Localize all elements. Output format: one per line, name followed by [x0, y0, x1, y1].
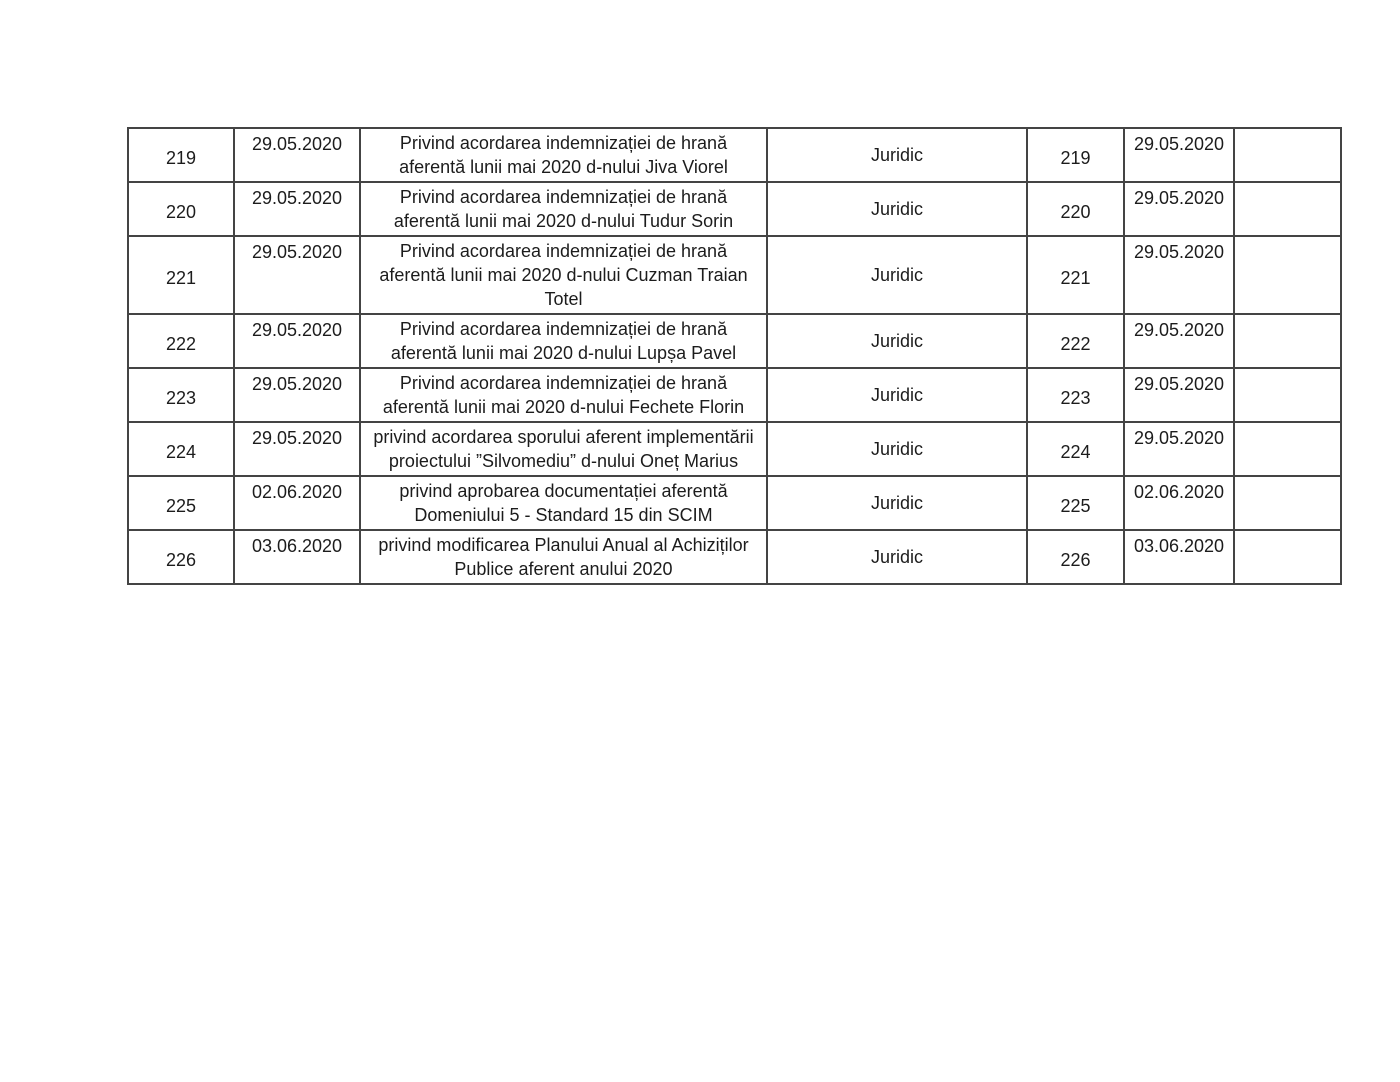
row-number-cell: 222	[128, 314, 234, 368]
registry-date-cell: 02.06.2020	[1124, 476, 1234, 530]
department-cell: Juridic	[767, 368, 1027, 422]
department-cell: Juridic	[767, 182, 1027, 236]
decision-date-cell: 02.06.2020	[234, 476, 360, 530]
table-row	[128, 476, 1341, 530]
observations-cell	[1234, 368, 1341, 422]
registry-number-cell: 221	[1027, 236, 1124, 314]
registry-date-cell: 29.05.2020	[1124, 422, 1234, 476]
registry-number-cell: 219	[1027, 128, 1124, 182]
row-number-cell: 220	[128, 182, 234, 236]
registry-number-cell: 223	[1027, 368, 1124, 422]
decision-description-cell: privind modificarea Planului Anual al Achiziților Publice aferent anului 2020	[360, 530, 767, 584]
decision-description-cell: Privind acordarea indemnizației de hrană aferentă lunii mai 2020 d-nului Cuzman Traian Totel	[360, 236, 767, 314]
decision-description-cell: privind aprobarea documentației aferentă Domeniului 5 - Standard 15 din SCIM	[360, 476, 767, 530]
registry-date-cell: 29.05.2020	[1124, 182, 1234, 236]
registry-date-cell: 29.05.2020	[1124, 128, 1234, 182]
decision-description-cell: Privind acordarea indemnizației de hrană aferentă lunii mai 2020 d-nului Tudur Sorin	[360, 182, 767, 236]
observations-cell	[1234, 422, 1341, 476]
table-row	[128, 422, 1341, 476]
decision-description-cell: privind acordarea sporului aferent implementării proiectului ”Silvomediu” d-nului Oneț Marius	[360, 422, 767, 476]
table-row	[128, 368, 1341, 422]
decisions-table	[127, 127, 1342, 585]
registry-number-cell: 222	[1027, 314, 1124, 368]
decision-date-cell: 29.05.2020	[234, 422, 360, 476]
registry-number-cell: 225	[1027, 476, 1124, 530]
row-number-cell: 226	[128, 530, 234, 584]
registry-date-cell: 29.05.2020	[1124, 314, 1234, 368]
department-cell: Juridic	[767, 422, 1027, 476]
decision-description-cell: Privind acordarea indemnizației de hrană aferentă lunii mai 2020 d-nului Lupșa Pavel	[360, 314, 767, 368]
observations-cell	[1234, 128, 1341, 182]
department-cell: Juridic	[767, 128, 1027, 182]
registry-date-cell: 03.06.2020	[1124, 530, 1234, 584]
decision-date-cell: 29.05.2020	[234, 236, 360, 314]
decision-date-cell: 29.05.2020	[234, 314, 360, 368]
observations-cell	[1234, 182, 1341, 236]
row-number-cell: 223	[128, 368, 234, 422]
decisions-table-body	[128, 128, 1341, 584]
registry-date-cell: 29.05.2020	[1124, 368, 1234, 422]
table-row	[128, 236, 1341, 314]
decision-date-cell: 29.05.2020	[234, 182, 360, 236]
row-number-cell: 219	[128, 128, 234, 182]
table-row	[128, 314, 1341, 368]
registry-number-cell: 226	[1027, 530, 1124, 584]
row-number-cell: 221	[128, 236, 234, 314]
observations-cell	[1234, 476, 1341, 530]
row-number-cell: 225	[128, 476, 234, 530]
registry-number-cell: 220	[1027, 182, 1124, 236]
registry-number-cell: 224	[1027, 422, 1124, 476]
table-row	[128, 182, 1341, 236]
registry-date-cell: 29.05.2020	[1124, 236, 1234, 314]
row-number-cell: 224	[128, 422, 234, 476]
department-cell: Juridic	[767, 476, 1027, 530]
department-cell: Juridic	[767, 236, 1027, 314]
decision-date-cell: 29.05.2020	[234, 128, 360, 182]
department-cell: Juridic	[767, 314, 1027, 368]
table-row	[128, 530, 1341, 584]
decision-description-cell: Privind acordarea indemnizației de hrană aferentă lunii mai 2020 d-nului Jiva Viorel	[360, 128, 767, 182]
observations-cell	[1234, 314, 1341, 368]
decision-date-cell: 03.06.2020	[234, 530, 360, 584]
observations-cell	[1234, 236, 1341, 314]
observations-cell	[1234, 530, 1341, 584]
department-cell: Juridic	[767, 530, 1027, 584]
decision-date-cell: 29.05.2020	[234, 368, 360, 422]
table-row	[128, 128, 1341, 182]
decision-description-cell: Privind acordarea indemnizației de hrană aferentă lunii mai 2020 d-nului Fechete Florin	[360, 368, 767, 422]
